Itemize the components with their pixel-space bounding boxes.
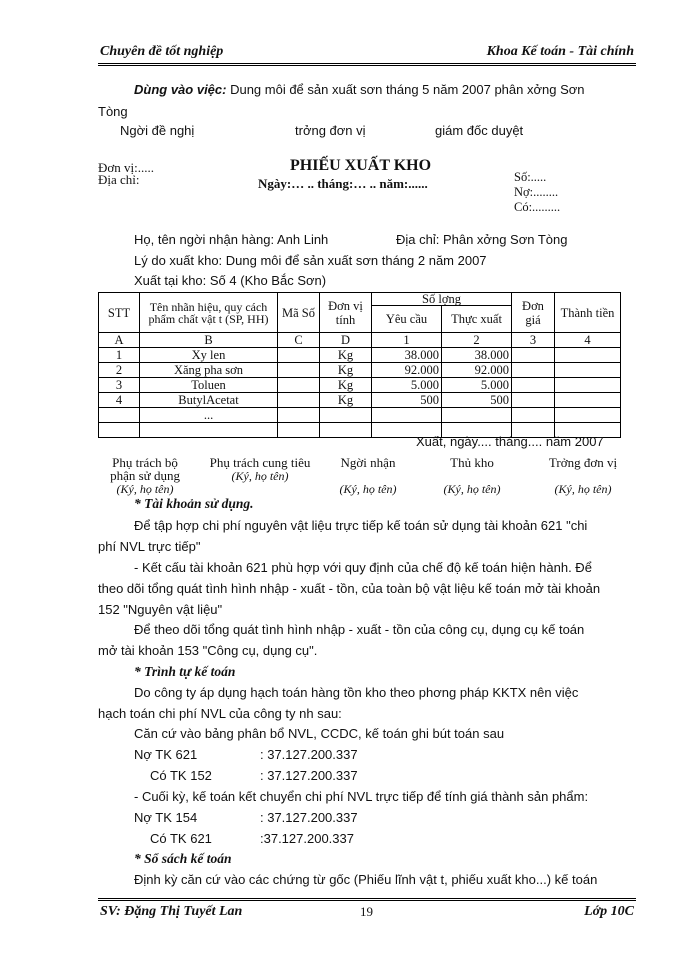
footer-left: SV: Đặng Thị Tuyết Lan [100,904,243,919]
intro-label: Dùng vào việc: [134,82,227,97]
issue-table [98,292,621,438]
receiver: Họ, tên ngời nhận hàng: Anh Linh [134,232,329,247]
paragraph-line: 152 "Nguyên vật liệu" [98,602,223,617]
entry-label: Nợ TK 154 [134,810,198,825]
cell-req: 38.000 [372,348,442,363]
cell-name [140,423,278,438]
cell-act: 500 [442,393,512,408]
cell-name: Xăng pha sơn [140,363,278,378]
signature-sub: (Ký, họ tên) [443,482,501,496]
cell-unit: Kg [320,363,372,378]
cell-amount [555,378,621,393]
intro-signer-3: giám đốc duyệt [435,123,524,138]
cell-req: 500 [372,393,442,408]
entry-value: : 37.127.200.337 [260,747,358,762]
signature-title: Phụ trách bộ phận sử dụng [110,455,180,483]
cell-price [512,408,555,423]
form-no: Nợ:........ [514,185,559,199]
cell-price [512,348,555,363]
letter-cell: A [99,333,140,348]
cell-stt: 1 [99,348,140,363]
letter-cell: C [278,333,320,348]
receiver-address: Địa chỉ: Phân xởng Sơn Tòng [396,232,568,247]
signature-title: Thủ kho [450,455,494,470]
table-row [99,363,621,378]
intro-line [134,82,585,97]
signature-title: Phụ trách cung tiêu [209,455,311,470]
footer-right: Lớp 10C [584,904,634,919]
col-name-header: Tên nhãn hiệu, quy cách phẩm chất vật t (SP, HH) [140,293,278,333]
cell-stt [99,423,140,438]
warehouse: Xuất tại kho: Số 4 (Kho Bắc Sơn) [134,273,327,288]
cell-unit [320,408,372,423]
cell-act: 92.000 [442,363,512,378]
table-row [99,408,621,423]
heading-books: * Sổ sách kế toán [134,851,232,866]
cell-act: 5.000 [442,378,512,393]
address-label: Địa chỉ: [98,172,140,187]
signature-3 [318,456,418,496]
cell-stt: 2 [99,363,140,378]
cell-req: 92.000 [372,363,442,378]
signature-5 [528,456,638,496]
letter-cell: 1 [372,333,442,348]
col-req-header: Yêu cầu [372,306,442,333]
signature-title: Trởng đơn vị [548,455,618,470]
cell-unit: Kg [320,378,372,393]
form-co: Có:......... [514,200,561,214]
col-price-header: Đơn giá [512,293,555,333]
letter-cell: 2 [442,333,512,348]
entry-label: Có TK 621 [150,831,212,846]
paragraph-line: Định kỳ căn cứ vào các chứng từ gốc (Phiếu lĩnh vật t, phiếu xuất kho...) kế toán [134,872,598,887]
table-header-row [99,293,621,306]
cell-unit: Kg [320,393,372,408]
col-qty-header: Số lợng [372,293,512,306]
table-row [99,393,621,408]
cell-unit [320,423,372,438]
paragraph-line: Để tập hợp chi phí nguyên vật liệu trực tiếp kế toán sử dụng tài khoản 621 "chi [134,518,588,533]
cell-name: ButylAcetat [140,393,278,408]
intro-signer-2: trởng đơn vị [295,123,366,138]
cell-price [512,363,555,378]
cell-amount [555,363,621,378]
paragraph-line: Do công ty áp dụng hạch toán hàng tồn kho theo phơng pháp KKTX nên việc [134,685,579,700]
entry-label: Nợ TK 621 [134,747,198,762]
cell-code [278,408,320,423]
cell-unit: Kg [320,348,372,363]
cell-stt: 3 [99,378,140,393]
signature-title: Ngời nhận [340,455,396,470]
entry-value: :37.127.200.337 [260,831,354,846]
cell-amount [555,348,621,363]
header-rule-2 [98,65,636,66]
cell-code [278,378,320,393]
cell-stt: 4 [99,393,140,408]
entry-label: Có TK 152 [150,768,212,783]
header-right: Khoa Kế toán - Tài chính [486,44,634,59]
cell-req: 5.000 [372,378,442,393]
cell-price [512,393,555,408]
cell-price [512,378,555,393]
cell-code [278,423,320,438]
cell-amount [555,408,621,423]
col-code-header: Mã Số [278,293,320,333]
letter-row [99,333,621,348]
footer-rule-2 [98,900,636,901]
header-rule [98,63,636,64]
entry-value: : 37.127.200.337 [260,810,358,825]
cell-act [442,408,512,423]
unit-label: Đơn vị:..... [98,160,154,175]
page-number: 19 [360,904,373,919]
letter-cell: B [140,333,278,348]
signature-1 [104,456,186,496]
cell-name: Xy len [140,348,278,363]
form-title: PHIẾU XUẤT KHO [290,157,432,174]
intro-text: Dung môi để sản xuất sơn tháng 5 năm 2007 phân xởng Sơn [226,82,585,97]
cell-code [278,348,320,363]
signature-sub: (Ký, họ tên) [554,482,612,496]
paragraph-line: theo dõi tổng quát tình hình nhập - xuất - tồn, của toàn bộ vật liệu kế toán mở tài khoản [98,581,601,596]
paragraph-line: Căn cứ vào bảng phân bổ NVL, CCDC, kế toán ghi bút toán sau [134,726,505,741]
cell-act: 38.000 [442,348,512,363]
form-so: Số:..... [514,170,547,184]
cell-req [372,408,442,423]
footer-rule [98,898,636,899]
letter-cell: 4 [555,333,621,348]
col-act-header: Thực xuất [442,306,512,333]
paragraph-line: hạch toán chi phí NVL của công ty nh sau: [98,706,342,721]
paragraph-line: mở tài khoản 153 "Công cụ, dụng cụ". [98,643,318,658]
col-stt-header: STT [99,293,140,333]
col-amount-header: Thành tiền [555,293,621,333]
paragraph-line: Để theo dõi tổng quát tình hình nhập - xuất - tồn của công cụ, dụng cụ kế toán [134,622,585,637]
intro-line2: Tòng [98,104,128,119]
signature-4 [422,456,522,496]
paragraph-line: - Kết cấu tài khoản 621 phù hợp với quy định của chế độ kế toán hiện hành. Để [134,560,592,575]
cell-code [278,393,320,408]
heading-account: * Tài khoản sử dụng. [134,496,254,511]
table-row [99,348,621,363]
cell-name: Toluen [140,378,278,393]
reason: Lý do xuất kho: Dung môi để sản xuất sơn tháng 2 năm 2007 [134,253,487,268]
form-date: Ngày:… .. tháng:… .. năm:...... [258,176,428,191]
heading-order: * Trình tự kế toán [134,664,236,679]
cell-amount [555,393,621,408]
paragraph-line: - Cuối kỳ, kế toán kết chuyển chi phí NVL trực tiếp để tính giá thành sản phẩm: [134,789,589,804]
cell-code [278,363,320,378]
entry-value: : 37.127.200.337 [260,768,358,783]
header-left: Chuyên đề tốt nghiệp [100,44,224,59]
letter-cell: 3 [512,333,555,348]
paragraph-line: phí NVL trực tiếp" [98,539,201,554]
col-unit-header: Đơn vị tính [320,293,372,333]
intro-signer-1: Ngời đề nghị [120,123,195,138]
letter-cell: D [320,333,372,348]
signature-sub: (Ký, họ tên) [116,482,174,496]
signature-sub: (Ký, họ tên) [231,469,289,483]
cell-stt [99,408,140,423]
issue-date: Xuất, ngày.... tháng.... năm 2007 [416,434,604,449]
cell-name: ... [140,408,278,423]
signature-2 [204,456,316,483]
table-row [99,378,621,393]
signature-sub: (Ký, họ tên) [339,482,397,496]
